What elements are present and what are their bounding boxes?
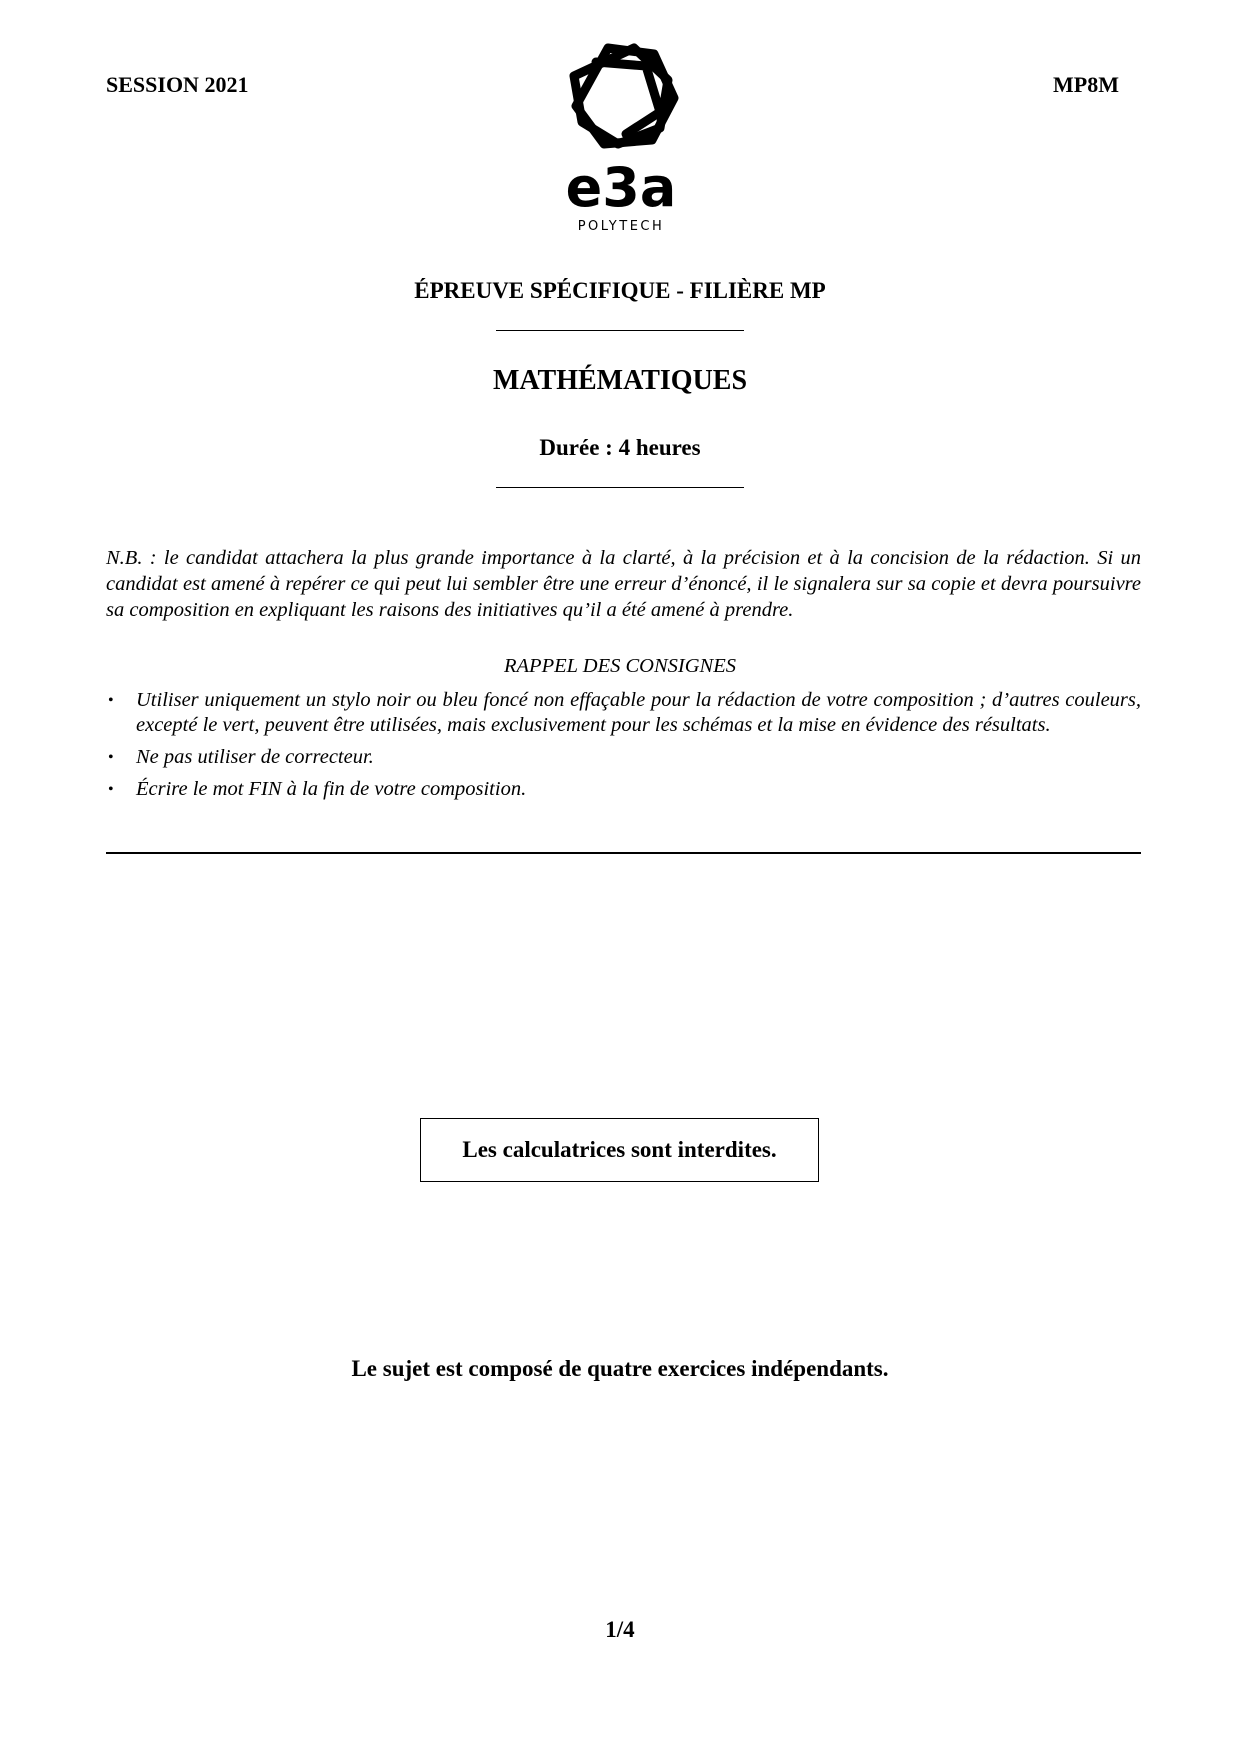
section-divider bbox=[106, 852, 1141, 854]
rule-item-text: Écrire le mot FIN à la fin de votre composition. bbox=[136, 778, 527, 800]
bullet-icon: • bbox=[108, 749, 114, 766]
subject-heading: MATHÉMATIQUES bbox=[492, 365, 748, 396]
rule-item-text: Utiliser uniquement un stylo noir ou bleu foncé non effaçable pour la rédaction de votre composition ; d’autres couleurs, excepté le vert, peuvent être utilisées, mais exclusivement pour les schémas et la mise en évidence des résultats. bbox=[136, 689, 1141, 736]
rules-list bbox=[106, 688, 1141, 809]
rule-item bbox=[106, 777, 1141, 802]
bullet-icon: • bbox=[108, 781, 114, 798]
duration-divider bbox=[496, 487, 744, 488]
heading-divider bbox=[496, 330, 744, 331]
reminder-title: RAPPEL DES CONSIGNES bbox=[504, 655, 736, 677]
rule-item bbox=[106, 745, 1141, 770]
session-label: SESSION 2021 bbox=[106, 72, 249, 97]
calculator-notice-box bbox=[420, 1118, 819, 1182]
logo-sub-text: POLYTECH bbox=[577, 219, 665, 234]
e3a-polytech-logo bbox=[556, 40, 686, 240]
rule-item-text: Ne pas utiliser de correcteur. bbox=[136, 746, 374, 768]
exam-type-heading: ÉPREUVE SPÉCIFIQUE - FILIÈRE MP bbox=[414, 278, 826, 303]
bullet-icon: • bbox=[108, 692, 114, 709]
page-number: 1/4 bbox=[605, 1617, 635, 1642]
composition-note: Le sujet est composé de quatre exercices indépendants. bbox=[351, 1356, 889, 1381]
rule-item bbox=[106, 688, 1141, 738]
calculator-notice-text: Les calculatrices sont interdites. bbox=[462, 1137, 777, 1162]
exam-code: MP8M bbox=[1053, 72, 1119, 97]
duration-label: Durée : 4 heures bbox=[539, 435, 701, 460]
nb-notice: N.B. : le candidat attachera la plus grande importance à la clarté, à la précision et à la concision de la rédaction. Si un candidat est amené à repérer ce qui peut lui sembler être une erreur d’énoncé, il le signalera sur sa copie et devra poursuivre sa composition en expliquant les raisons des initiatives qu’il a été amené à prendre. bbox=[106, 547, 1141, 621]
logo-brand-text: e3a bbox=[565, 156, 677, 219]
hexagonal-knot-icon bbox=[574, 48, 674, 144]
